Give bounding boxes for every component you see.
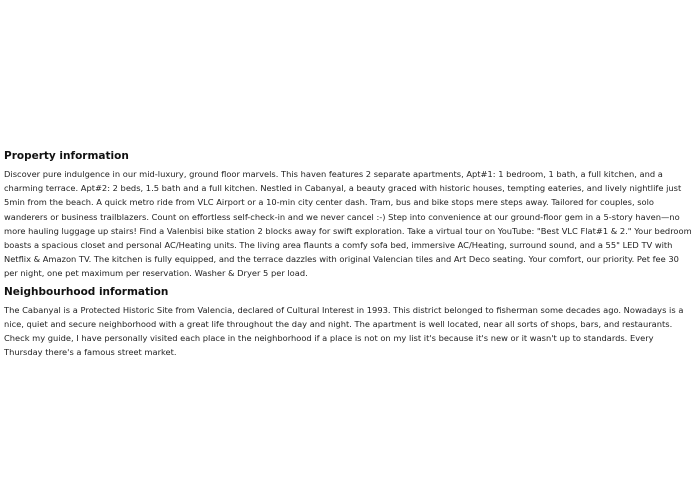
property-information-section: [4, 150, 692, 281]
neighbourhood-information-heading: Neighbourhood information: [4, 285, 169, 298]
neighbourhood-information-text: The Cabanyal is a Protected Historic Site from Valencia, declared of Cultural Interest in 1993. This district belonged to fisherman some decades ago. Nowadays is a nice, quiet and secure neighborhood with a great life throughout the day and night. The apartment is well located, near all sorts of shops, bars, and restaurants. Check my guide, I have personally visited each place in the neighborhood if a place is not on my list it's because it's new or it wasn't up to standards. Every Thursday there's a famous street market.: [4, 304, 684, 358]
listing-details: [4, 150, 692, 359]
neighbourhood-information-section: [4, 286, 692, 360]
property-information-text: Discover pure indulgence in our mid-luxury, ground floor marvels. This haven features 2 separate apartments, Apt#1: 1 bedroom, 1 bath, a full kitchen, and a charming terrace. Apt#2: 2 beds, 1.5 bath and a full kitchen. Nestled in Cabanyal, a beauty graced with historic houses, tempting eateries, and lively nightlife just 5min from the beach. A quick metro ride from VLC Airport or a 10-min city center dash. Tram, bus and bike stops mere steps away. Tailored for couples, solo wanderers or business trailblazers. Count on effortless self-check-in and we never cancel :-) Step into convenience at our ground-floor gem in a 5-story haven—no more hauling luggage up stairs! Find a Valenbisi bike station 2 blocks away for swift exploration. Take a virtual tour on YouTube: "Best VLC Flat#1 & 2." Your bedroom boasts a spacious closet and personal AC/Heating units. The living area flaunts a comfy sofa bed, immersive AC/Heating, surround sound, and a 55" LED TV with Netflix & Amazon TV. The kitchen is fully equipped, and the terrace dazzles with original Valencian tiles and Art Deco seating. Your comfort, our priority. Pet fee 30 per night, one pet maximum per reservation. Washer & Dryer 5 per load.: [4, 169, 692, 279]
property-information-heading: Property information: [4, 150, 129, 162]
